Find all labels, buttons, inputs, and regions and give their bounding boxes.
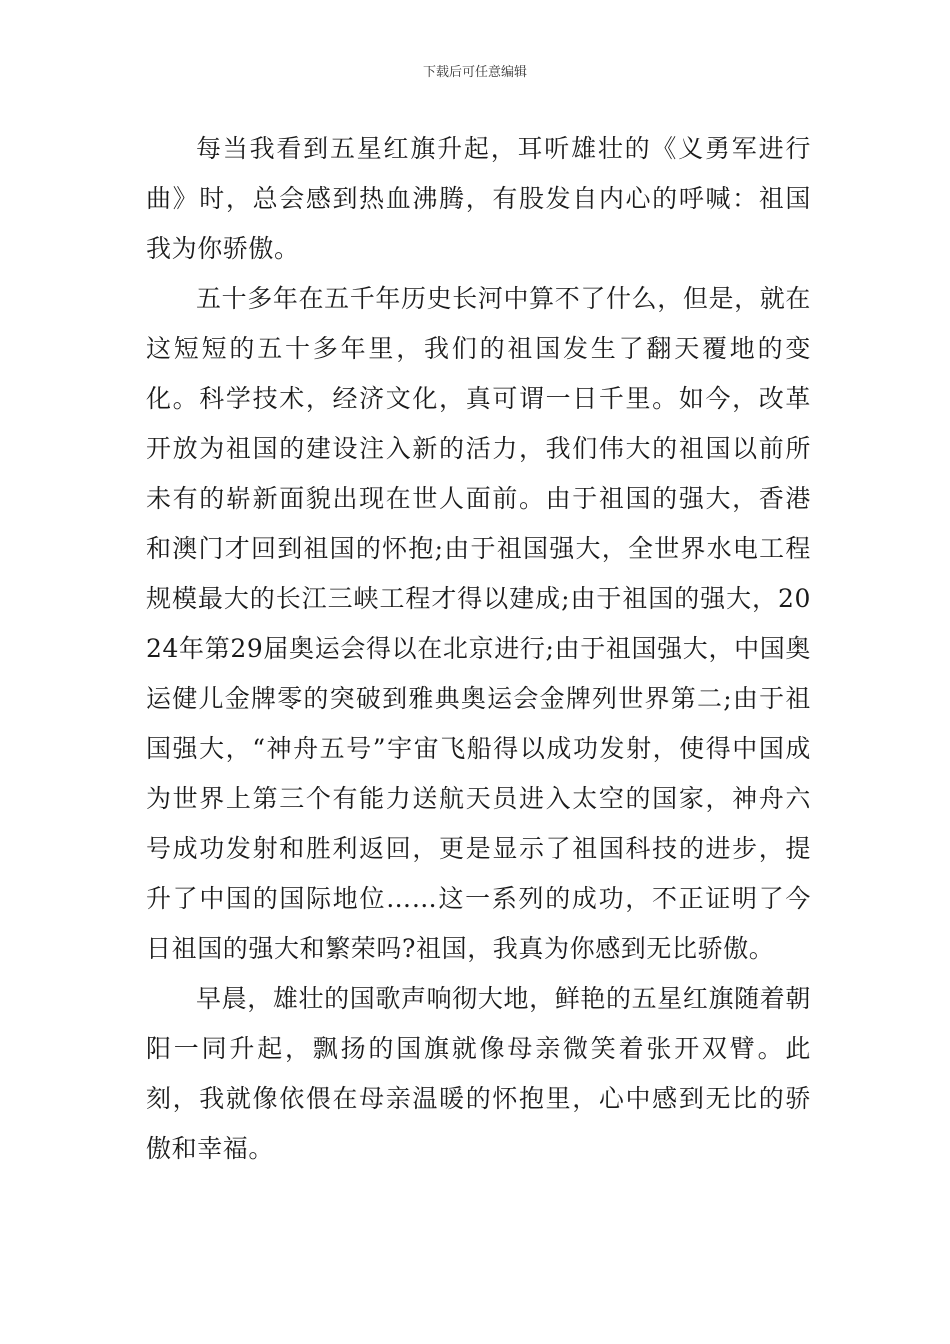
paragraph-1: 每当我看到五星红旗升起，耳听雄壮的《义勇军进行曲》时，总会感到热血沸腾，有股发自内心的呼喊：祖国我为你骄傲。 (146, 134, 811, 263)
paragraph-2: 五十多年在五千年历史长河中算不了什么，但是，就在这短短的五十多年里，我们的祖国发生了翻天覆地的变化。科学技术，经济文化，真可谓一日千里。如今，改革开放为祖国的建设注入新的活力，我们伟大的祖国以前所未有的崭新面貌出现在世人面前。由于祖国的强大，香港和澳门才回到祖国的怀抱;由于祖国强大，全世界水电工程规模最大的长江三峡工程才得以建成;由于祖国的强大，2024年第29届奥运会得以在北京进行;由于祖国强大，中国奥运健儿金牌零的突破到雅典奥运会金牌列世界第二;由于祖国强大，“神舟五号”宇宙飞船得以成功发射，使得中国成为世界上第三个有能力送航天员进入太空的国家，神舟六号成功发射和胜利返回，更是显示了祖国科技的进步，提升了中国的国际地位……这一系列的成功，不正证明了今日祖国的强大和繁荣吗?祖国，我真为你感到无比骄傲。 (146, 284, 811, 963)
article-body (146, 124, 811, 1174)
page-header-note: 下载后可任意编辑 (422, 65, 527, 80)
paragraph-3: 早晨，雄壮的国歌声响彻大地，鲜艳的五星红旗随着朝阳一同升起，飘扬的国旗就像母亲微笑着张开双臂。此刻，我就像依偎在母亲温暖的怀抱里，心中感到无比的骄傲和幸福。 (146, 984, 811, 1163)
